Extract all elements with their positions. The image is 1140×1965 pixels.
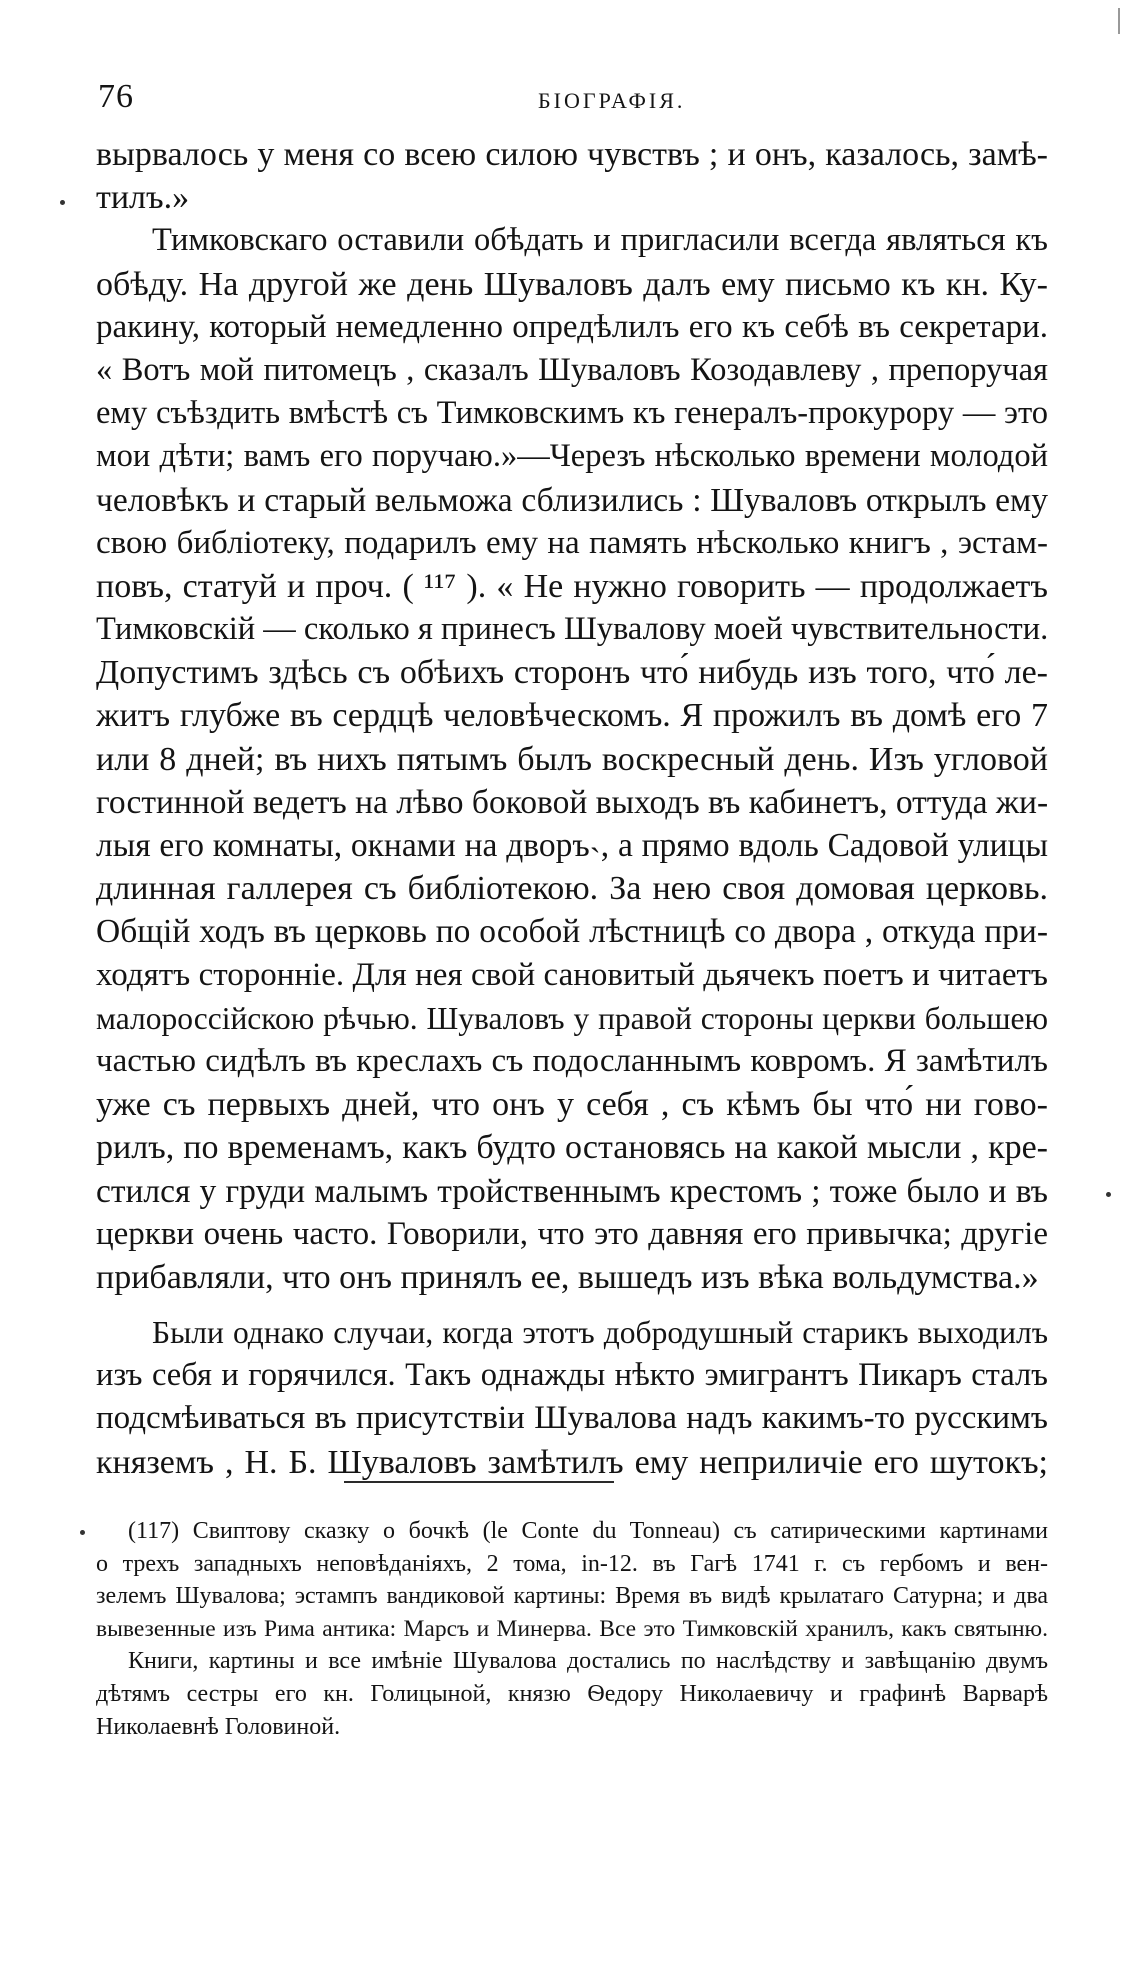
footnote-line: Николаевнѣ Головиной. <box>96 1713 341 1740</box>
text-line: лыя его комнаты, окнами на дворъ˴, а прямо вдоль Садовой улицы <box>96 827 1048 864</box>
text-line: вырвалось у меня со всею силою чувствъ ; и онъ, казалось, замѣ- <box>96 136 1048 173</box>
text-line: церкви очень часто. Говорили, что это давняя его привычка; другіе <box>96 1215 1048 1252</box>
text-line: ходятъ сторонніе. Для нея свой сановитый дьячекъ поетъ и читаетъ <box>96 956 1048 993</box>
text-line: уже съ первыхъ дней, что онъ у себя , съ кѣмъ бы что́ ни гово- <box>96 1086 1048 1124</box>
page-number: 76 <box>98 78 134 115</box>
text-line: Общій ходъ въ церковь по особой лѣстницѣ со двора , откуда при- <box>96 913 1048 951</box>
text-line: стился у груди малымъ тройственнымъ крестомъ ; тоже было и въ <box>96 1172 1048 1210</box>
text-line: Тимковскаго оставили обѣдать и пригласили всегда являться къ <box>152 222 1048 259</box>
text-line: тилъ.» <box>96 179 190 217</box>
footnote-rule <box>344 1481 614 1483</box>
paragraph-gap <box>96 1299 1048 1311</box>
text-line: рилъ, по временамъ, какъ будто остановясь на какой мысли , кре- <box>96 1129 1048 1167</box>
footnote-line: дѣтямъ сестры его кн. Голицыной, князю Ѳедору Николаевичу и графинѣ Варварѣ <box>96 1680 1048 1707</box>
footnote-line: зелемъ Шувалова; эстампъ вандиковой картины: Время въ видѣ крылатаго Сатурна; и два <box>96 1583 1048 1610</box>
text-line: свою библіотеку, подарилъ ему на память нѣсколько книгъ , эстам- <box>96 524 1048 561</box>
text-line: подсмѣиваться въ присутствіи Шувалова надъ какимъ-то русскимъ <box>96 1400 1048 1437</box>
scan-edge-mark <box>1118 8 1120 34</box>
text-line: изъ себя и горячился. Такъ однажды нѣкто эмигрантъ Пикаръ сталъ <box>96 1357 1048 1394</box>
text-line: длинная галлерея съ библіотекою. За нею своя домовая церковь. <box>96 870 1048 908</box>
text-line: гостинной ведетъ на лѣво боковой выходъ въ кабинетъ, оттуда жи- <box>96 783 1048 821</box>
text-line: человѣкъ и старый вельможа сблизились : Шуваловъ открылъ ему <box>96 481 1048 519</box>
body-text <box>96 133 1048 1484</box>
text-line: Были однако случаи, когда этотъ добродушный старикъ выходилъ <box>152 1315 1048 1351</box>
text-line: частью сидѣлъ въ креслахъ съ подосланнымъ ковромъ. Я замѣтилъ <box>96 1042 1048 1079</box>
text-line: обѣду. На другой же день Шуваловъ далъ ему письмо къ кн. Ку- <box>96 265 1048 303</box>
footnote-line: вывезенные изъ Рима антика: Марсъ и Минерва. Все это Тимковскій хранилъ, какъ святыню. <box>96 1615 1048 1642</box>
text-line: Тимковскій — сколько я принесъ Шувалову моей чувствительности. <box>96 611 1048 648</box>
footnote-line: о трехъ западныхъ неповѣданіяхъ, 2 тома, in-12. въ Гагѣ 1741 г. съ гербомъ и вен- <box>96 1550 1048 1577</box>
text-line: малороссійскою рѣчью. Шуваловъ у правой стороны церкви большею <box>96 1000 1048 1036</box>
footnote-line: Книги, картины и все имѣніе Шувалова достались по наслѣдству и завѣщанію двумъ <box>128 1648 1048 1675</box>
page-header <box>98 78 1048 122</box>
text-line: или 8 дней; въ нихъ пятымъ былъ воскресный день. Изъ угловой <box>96 740 1048 778</box>
print-speck <box>80 1530 85 1535</box>
text-line: прибавляли, что онъ принялъ ее, вышедъ изъ вѣка вольдумства.» <box>96 1258 1039 1296</box>
text-line: княземъ , Н. Б. Шуваловъ замѣтилъ ему неприличіе его шутокъ; <box>96 1443 1048 1481</box>
text-line: « Вотъ мой питомецъ , сказалъ Шуваловъ Козодавлеву , препоручая <box>96 351 1048 388</box>
text-line: Допустимъ здѣсь съ обѣихъ сторонъ что́ нибудь изъ того, что́ ле- <box>96 654 1048 692</box>
text-line: мои дѣти; вамъ его поручаю.»—Черезъ нѣсколько времени молодой <box>96 438 1048 475</box>
text-line: ему съѣздить вмѣстѣ съ Тимковскимъ къ генералъ-прокурору — это <box>96 395 1048 432</box>
text-line: житъ глубже въ сердцѣ человѣческомъ. Я прожилъ въ домѣ его 7 <box>96 697 1048 735</box>
print-speck <box>1106 1192 1111 1197</box>
footnotes <box>96 1515 1048 1743</box>
running-title: БІОГРАФІЯ. <box>538 88 686 113</box>
text-line: ракину, который немедленно опредѣлилъ его къ себѣ въ секретари. <box>96 308 1048 345</box>
text-line: повъ, статуй и проч. ( ¹¹⁷ ). « Не нужно говорить — продолжаетъ <box>96 567 1048 605</box>
print-speck <box>60 200 65 205</box>
footnote-line: (117) Свиптову сказку о бочкѣ (le Conte du Tonneau) съ сатирическими картинами <box>128 1518 1048 1544</box>
